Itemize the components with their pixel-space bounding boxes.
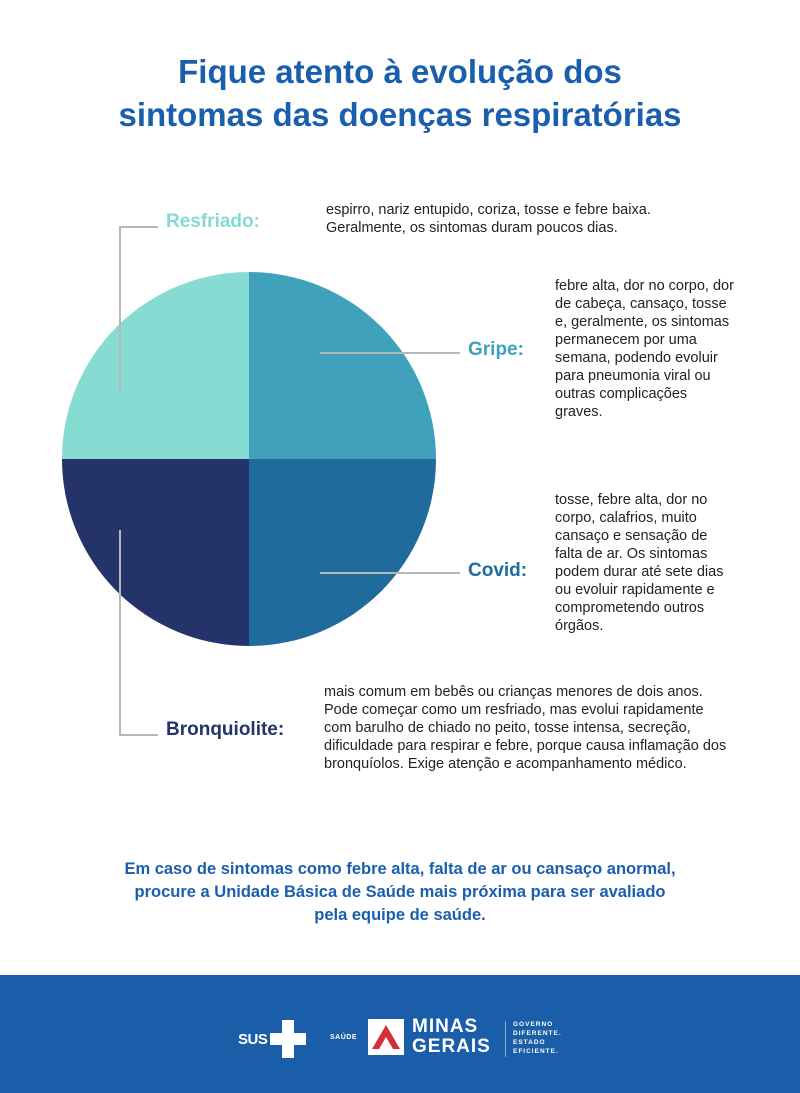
desc-covid: tosse, febre alta, dor no corpo, calafrios, muito cansaço e sensação de falta de ar. Os sintomas podem durar até sete dias ou evoluir rapidamente e comprometendo outros órgãos. [555, 492, 724, 634]
slogan-line3: ESTADO [513, 1039, 546, 1046]
health-callout [60, 858, 740, 927]
mg-line2: GERAIS [412, 1036, 491, 1057]
footer [0, 975, 800, 1093]
desc-gripe: febre alta, dor no corpo, dor de cabeça, cansaço, tosse e, geralmente, os sintomas permanecem por uma semana, podendo evoluir para pneumonia viral ou outras complicações graves. [555, 278, 734, 420]
quadrant-covid [249, 459, 436, 646]
callout-line1: Em caso de sintomas como febre alta, falta de ar ou cansaço anormal, [124, 860, 676, 878]
quadrant-gripe [249, 272, 436, 459]
quadrant-bronquiolite [62, 459, 249, 646]
page-title-line1: Fique atento à evolução dos [178, 53, 622, 90]
cross-icon [270, 1020, 306, 1058]
pie-chart [62, 272, 436, 646]
slogan-line1: GOVERNO [513, 1021, 554, 1028]
sus-text: SUS [238, 1030, 268, 1048]
sus-logo [238, 1020, 306, 1058]
government-slogan [513, 1020, 562, 1056]
desc-resfriado: espirro, nariz entupido, coriza, tosse e febre baixa. Geralmente, os sintomas duram poucos dias. [326, 202, 651, 236]
saude-label: SAÚDE [330, 1034, 358, 1041]
footer-divider [505, 1021, 506, 1057]
label-gripe: Gripe: [468, 339, 524, 360]
callout-line3: pela equipe de saúde. [314, 906, 486, 924]
slogan-line2: DIFERENTE. [513, 1030, 562, 1037]
mg-line1: MINAS [412, 1016, 479, 1037]
label-bronquiolite: Bronquiolite: [166, 719, 285, 740]
minas-gerais-triangle-icon [368, 1019, 404, 1055]
minas-gerais-name [412, 1017, 491, 1057]
slogan-line4: EFICIENTE. [513, 1048, 559, 1055]
label-resfriado: Resfriado: [166, 211, 260, 232]
desc-bronquiolite: mais comum em bebês ou crianças menores de dois anos. Pode começar como um resfriado, mas evolui rapidamente com barulho de chiado no peito, tosse intensa, secreção, dificuldade para respirar e febre, porque causa inflamação dos bronquíolos. Exige atenção e acompanhamento médico. [324, 684, 727, 772]
label-covid: Covid: [468, 560, 528, 581]
page-title-line2: sintomas das doenças respiratórias [118, 96, 682, 133]
callout-line2: procure a Unidade Básica de Saúde mais próxima para ser avaliado [134, 883, 666, 901]
quadrant-resfriado [62, 272, 249, 459]
